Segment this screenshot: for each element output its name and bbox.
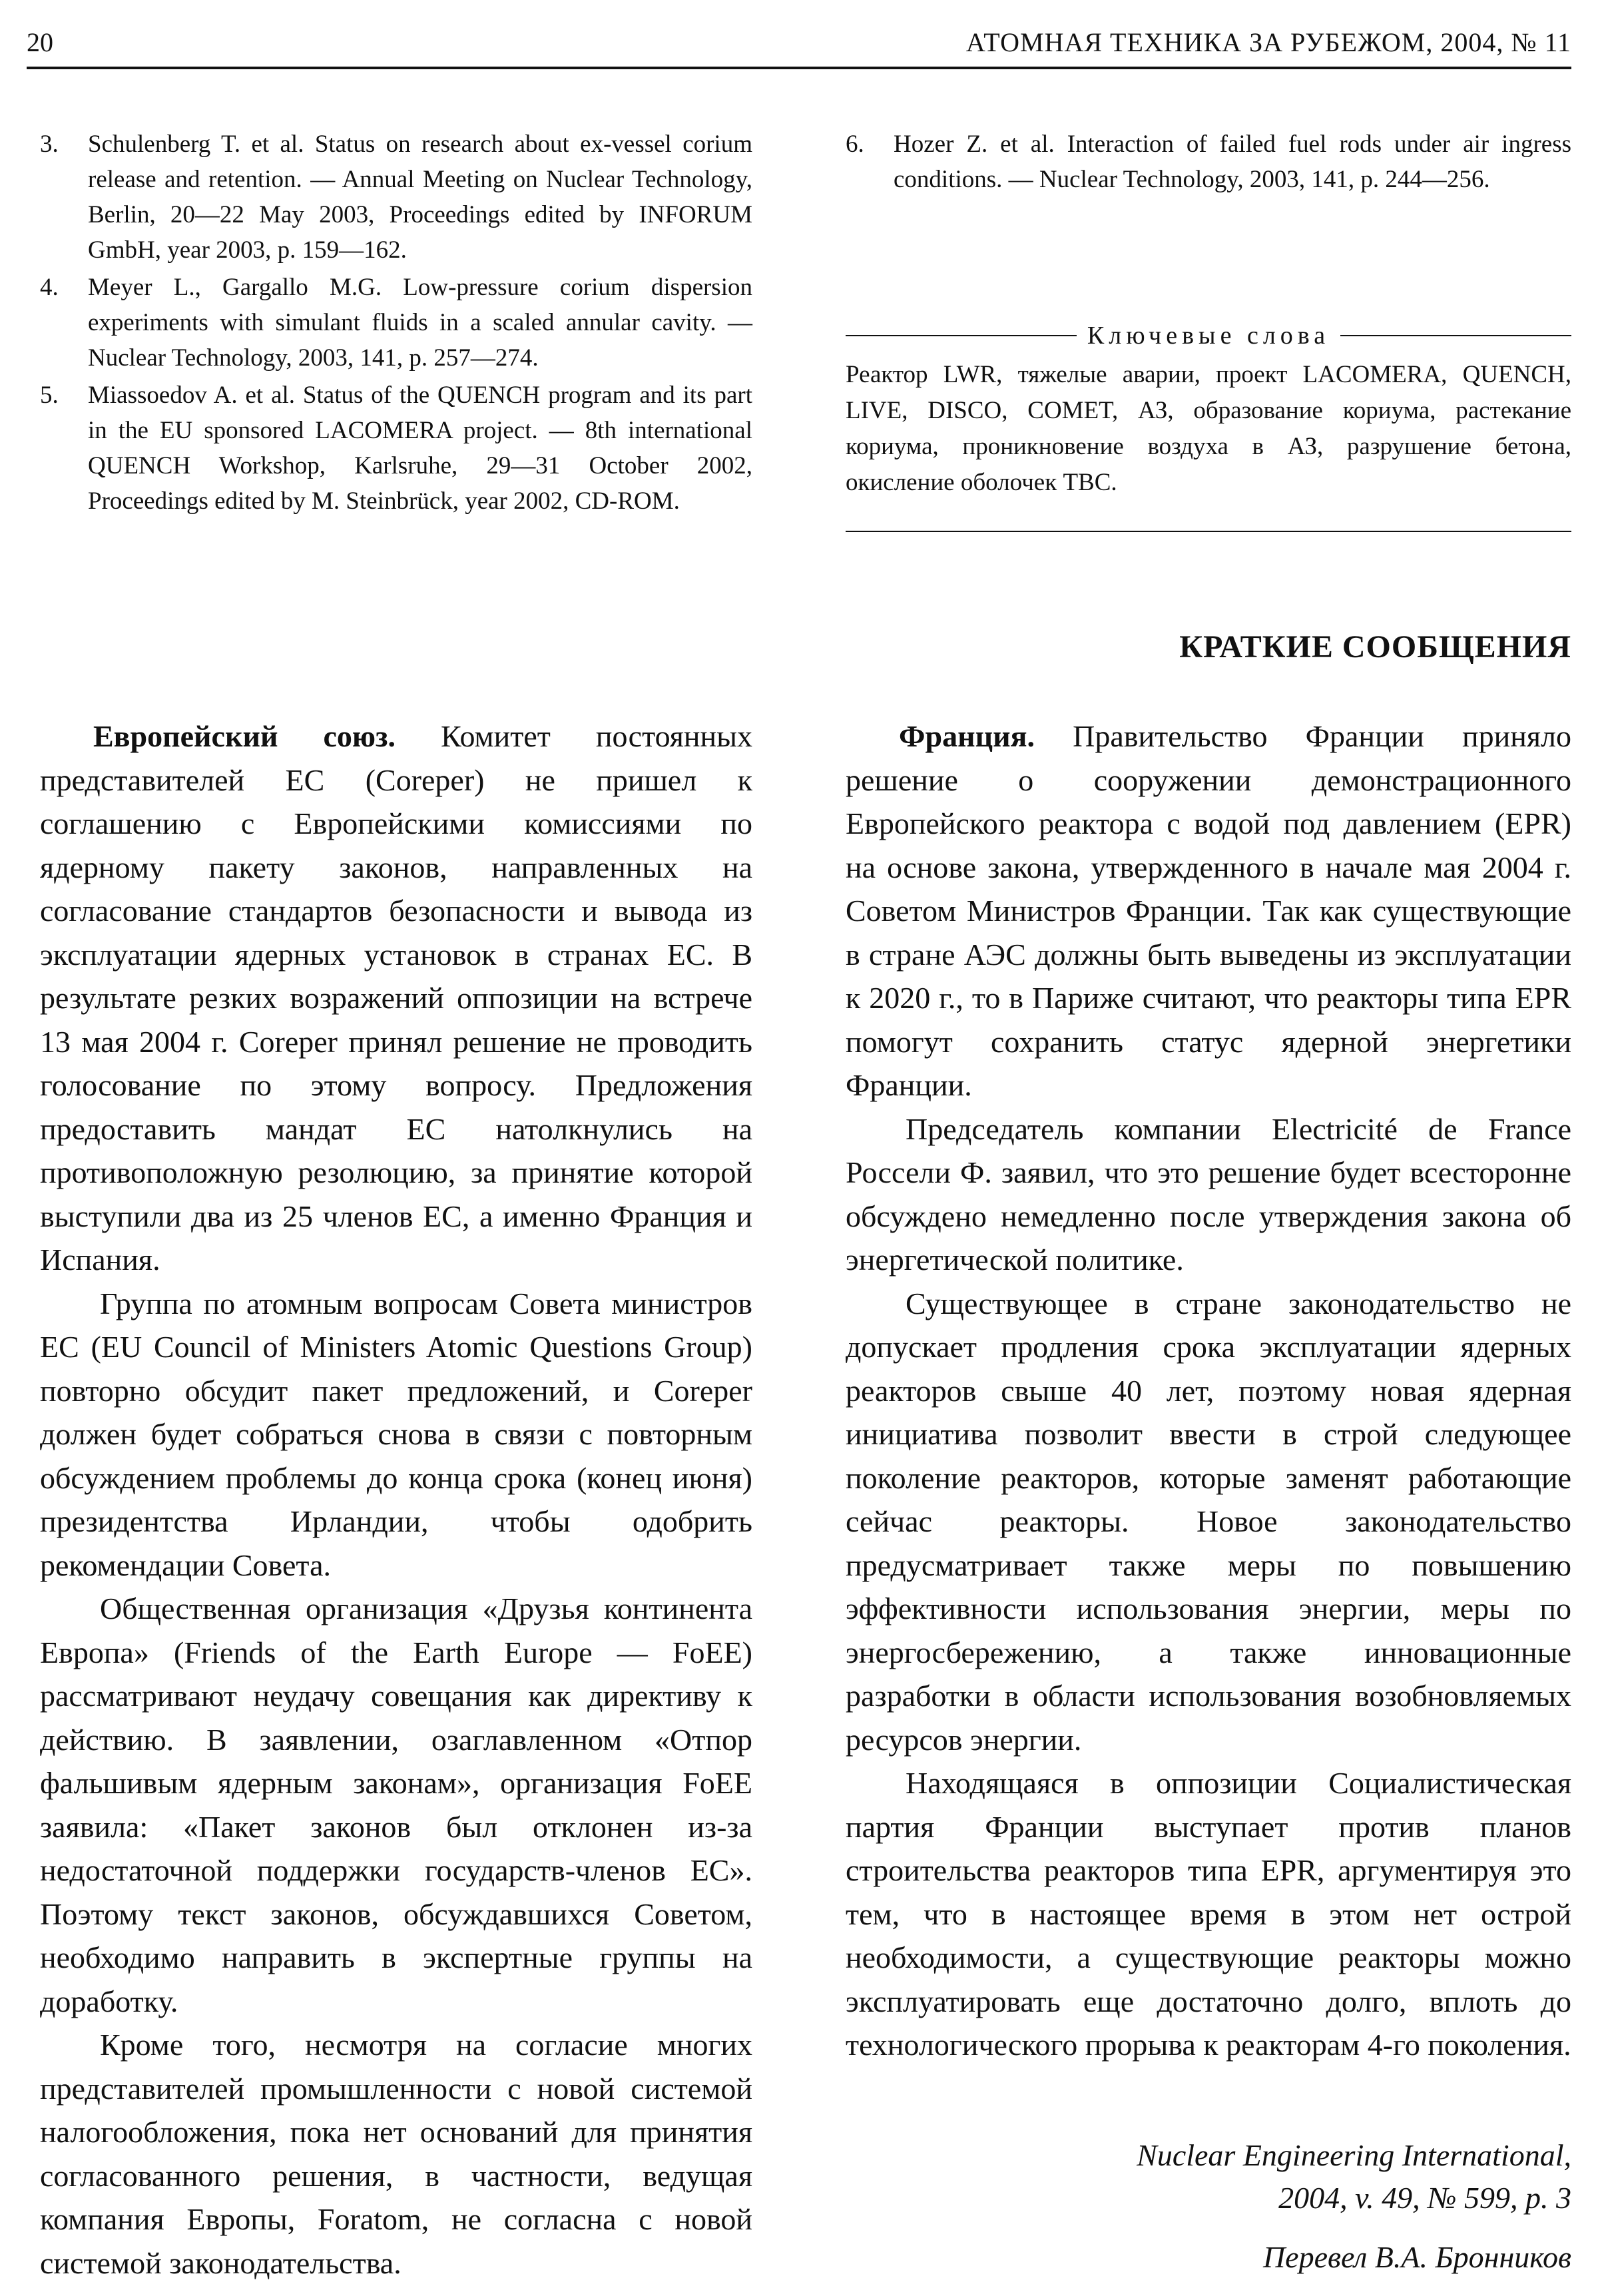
article-paragraph: Кроме того, несмотря на согласие многих представителей промышленности с новой системой налогообложения, пока нет оснований для принятия согласованного решения, в частности, ведущая компания Европы, Foratom, не согласна с новой системой законодательства. bbox=[40, 2028, 752, 2280]
paragraph-text: Правительство Франции приняло решение о сооружении демонстрационного Европейского реактора с водой под давлением (EPR) на основе закона, утвержденного в начале мая 2004 г. Советом Министров Франции. Так как существующие в стране АЭС должны быть выведены из эксплуатации к 2020 г., то в Париже считают, что реакторы типа EPR помогут сохранить статус ядерной энергетики Франции. bbox=[846, 719, 1572, 1102]
article-lead: Европейский союз. bbox=[93, 719, 396, 753]
section-title: КРАТКИЕ СООБЩЕНИЯ bbox=[1179, 629, 1571, 665]
keywords-block bbox=[846, 321, 1571, 501]
reference-number: 4. bbox=[40, 274, 59, 301]
article-eu-column bbox=[40, 715, 752, 2285]
journal-title: АТОМНАЯ ТЕХНИКА ЗА РУБЕЖОМ, 2004, № 11 bbox=[965, 27, 1571, 57]
references-list-right bbox=[846, 127, 1571, 199]
article-france-column bbox=[846, 715, 1571, 2067]
reference-item bbox=[40, 270, 752, 376]
article-paragraph: Общественная организация «Друзья континента Европа» (Friends of the Earth Europe — FoEE) рассматривают неудачу совещания как директиву к действию. В заявлении, озаглавленном «Отпор фальшивым ядерным законам», организация FoEE заявила: «Пакет законов был отклонен из-за недостаточной поддержки государств-членов ЕС». Поэтому текст законов, обсуждавшихся Советом, необходимо направить в экспертные группы на доработку. bbox=[40, 1591, 752, 2018]
reference-item bbox=[846, 127, 1571, 197]
article-paragraph: Существующее в стране законодательство не допускает продления срока эксплуатации ядерных реакторов свыше 40 лет, поэтому новая ядерная инициатива позволит ввести в строй следующее поколение реакторов, которые заменят работающие сейчас реакторы. Новое законодательство предусматривает также меры по повышению эффективности использования энергии, меры по энергосбережению, а также инновационные разработки в области использования возобновляемых ресурсов энергии. bbox=[846, 1286, 1571, 1757]
article-paragraph bbox=[40, 715, 752, 1282]
article-paragraph: Находящаяся в оппозиции Социалистическая партия Франции выступает против планов строительства реакторов типа EPR, аргументируя это тем, что в настоящее время в этом нет острой необходимости, а существующие реакторы можно эксплуатировать еще достаточно долго, вплоть до технологического прорыва к реакторам 4-го поколения. bbox=[846, 1766, 1571, 2062]
keywords-rule-left bbox=[846, 335, 1077, 336]
source-line-2: 2004, v. 49, № 599, p. 3 bbox=[1278, 2181, 1571, 2215]
article-paragraph: Группа по атомным вопросам Совета министров ЕС (EU Council of Ministers Atomic Questions Group) повторно обсудит пакет предложений, и Coreper должен будет собраться снова в связи с повторным обсуждением проблемы до конца срока (конец июня) президентства Ирландии, чтобы одобрить рекомендации Совета. bbox=[40, 1286, 752, 1582]
references-list-left bbox=[40, 127, 752, 521]
reference-item bbox=[40, 378, 752, 519]
header-rule bbox=[27, 67, 1571, 69]
keywords-rule-right bbox=[1340, 335, 1571, 336]
article-lead: Франция. bbox=[899, 719, 1035, 753]
source-citation bbox=[972, 2134, 1571, 2219]
article-paragraph bbox=[846, 715, 1571, 1107]
reference-number: 5. bbox=[40, 382, 59, 409]
translator-credit: Перевел В.А. Бронников bbox=[1262, 2240, 1571, 2274]
keywords-title: Ключевые слова bbox=[1087, 322, 1330, 350]
source-line-1: Nuclear Engineering International, bbox=[1137, 2138, 1571, 2172]
keywords-text: Реактор LWR, тяжелые аварии, проект LACOMERA, QUENCH, LIVE, DISCO, COMET, АЗ, образование кориума, растекание кориума, проникновение воздуха в АЗ, разрушение бетона, окисление оболочек ТВС. bbox=[846, 361, 1571, 496]
page-number: 20 bbox=[27, 27, 53, 57]
reference-text: Meyer L., Gargallo M.G. Low-pressure corium dispersion experiments with simulant fluids in a scaled annular cavity. — Nuclear Technology, 2003, 141, p. 257—274. bbox=[88, 274, 752, 372]
reference-item bbox=[40, 127, 752, 268]
paragraph-text: Комитет постоянных представителей ЕС (Coreper) не пришел к соглашению с Европейскими комиссиями по ядерному пакету законов, направленных на согласование стандартов безопасности и вывода из эксплуатации ядерных установок в странах ЕС. В результате резких возражений оппозиции на встрече 13 мая 2004 г. Coreper принял решение не проводить голосование по этому вопросу. Предложения предоставить мандат ЕС натолкнулись на противоположную резолюцию, за принятие которой выступили два из 25 членов ЕС, а именно Франция и Испания. bbox=[40, 719, 753, 1277]
keywords-bottom-rule bbox=[846, 531, 1571, 532]
keywords-heading bbox=[846, 321, 1571, 350]
article-paragraph: Председатель компании Electricité de France Россели Ф. заявил, что это решение будет всесторонне обсуждено немедленно после утверждения закона об энергетической политике. bbox=[846, 1111, 1571, 1277]
reference-text: Miassoedov A. et al. Status of the QUENCH program and its part in the EU sponsored LACOMERA project. — 8th international QUENCH Workshop, Karlsruhe, 29—31 October 2002, Proceedings edited by M. Steinbrück, year 2002, CD-ROM. bbox=[88, 382, 752, 515]
reference-number: 6. bbox=[846, 131, 864, 158]
page-header bbox=[27, 20, 1571, 73]
reference-text: Schulenberg T. et al. Status on research about ex-vessel corium release and retention. — Annual Meeting on Nuclear Technology, Berlin, 20—22 May 2003, Proceedings edited by INFORUM GmbH, year 2003, p. 159—162. bbox=[88, 131, 752, 264]
reference-number: 3. bbox=[40, 131, 59, 158]
reference-text: Hozer Z. et al. Interaction of failed fuel rods under air ingress conditions. — Nuclear Technology, 2003, 141, p. 244—256. bbox=[894, 131, 1571, 193]
